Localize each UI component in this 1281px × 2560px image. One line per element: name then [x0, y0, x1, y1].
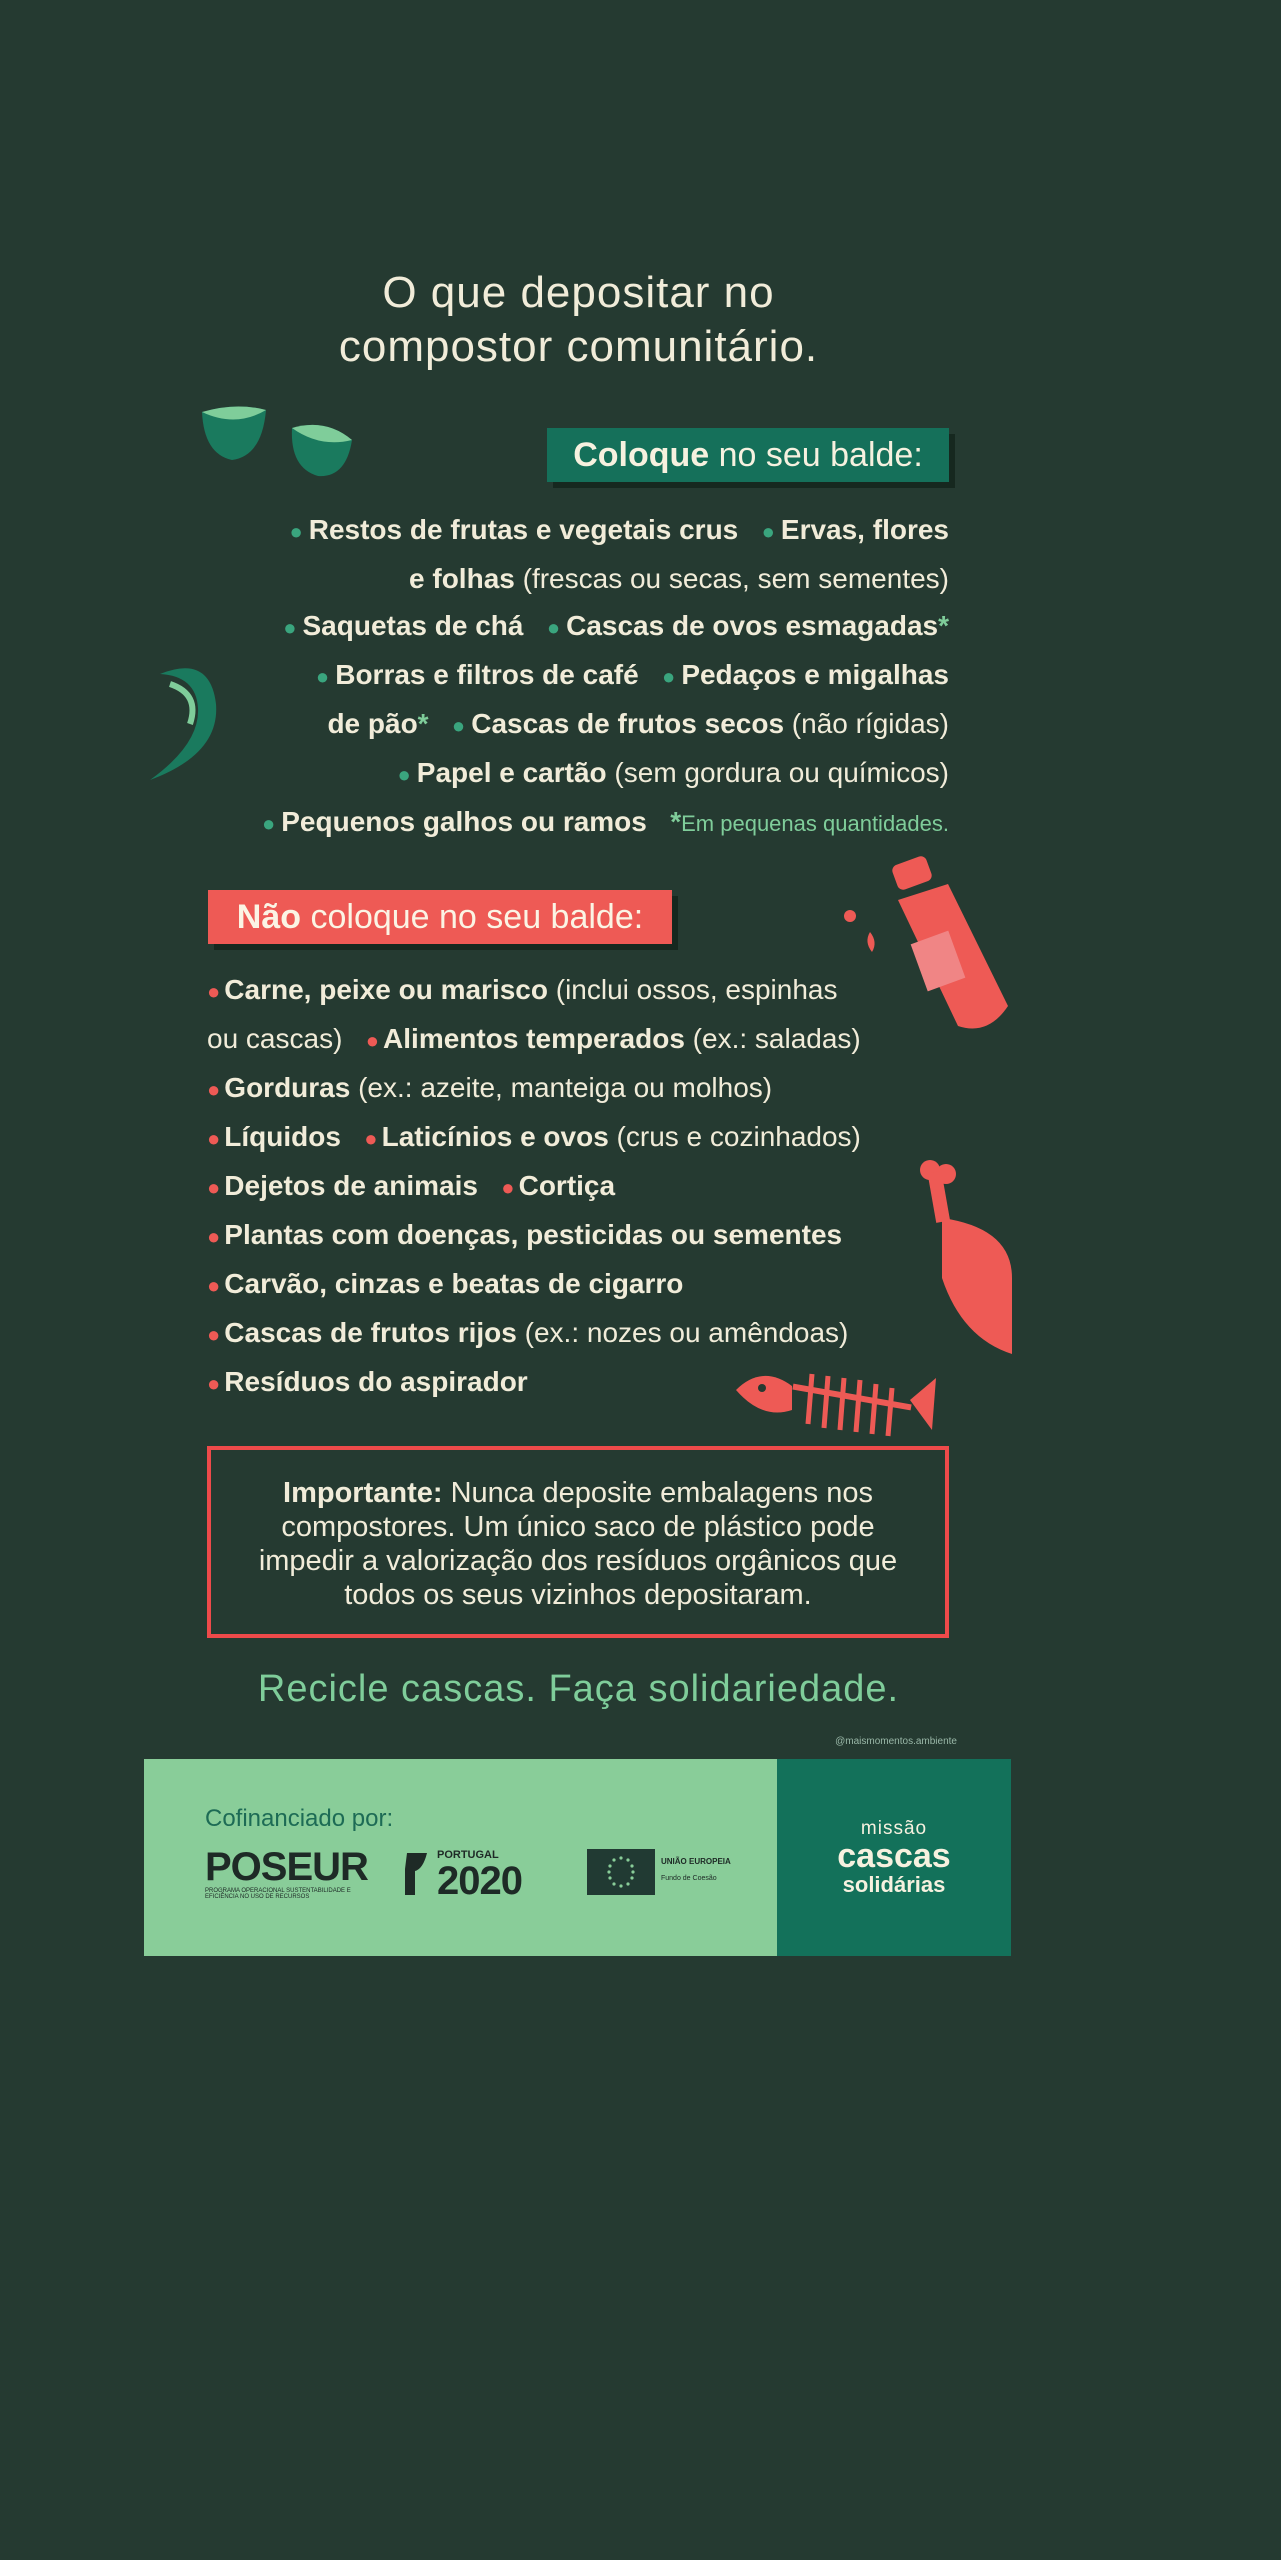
- allowed-list: [200, 506, 949, 847]
- list-item: ● Cascas de frutos rijos (ex.: nozes ou amêndoas): [207, 1317, 849, 1348]
- slogan: Recicle cascas. Faça solidariedade.: [257, 1668, 900, 1710]
- footnote: Em pequenas quantidades.: [681, 811, 949, 836]
- list-item: ● Líquidos ● Laticínios e ovos (crus e cozinhados): [207, 1121, 861, 1152]
- portugal-2020-logo: PORTUGAL 2020: [401, 1845, 561, 1905]
- bullet-icon: ●: [315, 664, 330, 689]
- poseur-logo: POSEUR PROGRAMA OPERACIONAL SUSTENTABILIDADE E EFICIÊNCIA NO USO DE RECURSOS: [205, 1845, 368, 1900]
- dont-place-header-bold: Não: [236, 898, 302, 936]
- important-text: Nunca deposite embalagens nos compostores. Um único saco de plástico pode impedir a valorização dos resíduos orgânicos que todos os seus vizinhos depositaram.: [258, 1477, 898, 1611]
- eu-logo: UNIÃO EUROPEIA Fundo de Coesão: [587, 1849, 747, 1897]
- list-item: ● Dejetos de animais ● Cortiça: [207, 1170, 616, 1201]
- bullet-icon: ●: [289, 519, 303, 544]
- bullet-icon: ●: [451, 713, 466, 738]
- title-line-1: O que depositar no: [382, 268, 775, 317]
- list-item: ● Saquetas de chá ● Cascas de ovos esmagadas*: [283, 610, 949, 641]
- portugal-2020-mark-icon: [401, 1851, 433, 1897]
- eu-flag-icon: [587, 1849, 655, 1895]
- dont-place-header-rest: coloque no seu balde:: [301, 898, 644, 936]
- list-item: ● Plantas com doenças, pesticidas ou sementes: [207, 1219, 843, 1250]
- bullet-icon: ●: [365, 1028, 380, 1053]
- list-item: ● Borras e filtros de café ● Pedaços e migalhas: [315, 659, 949, 690]
- list-item: ● Resíduos do aspirador: [207, 1366, 528, 1397]
- bullet-icon: ●: [364, 1126, 378, 1151]
- bullet-icon: ●: [207, 1273, 221, 1298]
- list-item: ● Carvão, cinzas e beatas de cigarro: [207, 1268, 684, 1299]
- list-item: e folhas (frescas ou secas, sem sementes): [409, 563, 949, 594]
- sponsor-bar: [144, 1759, 777, 1956]
- bullet-icon: ●: [207, 1371, 221, 1396]
- dont-place-header: [208, 890, 672, 944]
- bullet-icon: ●: [207, 1077, 221, 1102]
- place-header-bold: Coloque: [573, 436, 710, 474]
- bullet-icon: ●: [283, 615, 297, 640]
- bullet-icon: ●: [261, 811, 276, 836]
- bullet-icon: ●: [546, 615, 561, 640]
- list-item: ● Restos de frutas e vegetais crus ● Ervas, flores: [289, 514, 949, 545]
- title-line-2: compostor comunitário.: [338, 322, 819, 371]
- social-handle: @maismomentos.ambiente: [835, 1736, 957, 1747]
- bullet-icon: ●: [207, 1126, 221, 1151]
- important-notice: [207, 1446, 949, 1638]
- bullet-icon: ●: [207, 979, 221, 1004]
- bullet-icon: ●: [207, 1224, 221, 1249]
- cofinanced-label: Cofinanciado por:: [205, 1805, 394, 1832]
- list-item: ● Carne, peixe ou marisco (inclui ossos, espinhas: [207, 974, 838, 1005]
- bullet-icon: ●: [662, 664, 676, 689]
- bullet-icon: ●: [501, 1175, 515, 1200]
- place-header: [547, 428, 949, 482]
- list-item: ou cascas) ● Alimentos temperados (ex.: saladas): [207, 1023, 861, 1054]
- place-header-rest: no seu balde:: [709, 436, 923, 474]
- forbidden-list: [207, 966, 937, 1407]
- list-item: ● Gorduras (ex.: azeite, manteiga ou molhos): [207, 1072, 773, 1103]
- list-item: ● Papel e cartão (sem gordura ou químicos): [397, 757, 949, 788]
- bullet-icon: ●: [207, 1175, 221, 1200]
- page-title: [0, 266, 1157, 374]
- bullet-icon: ●: [207, 1322, 221, 1347]
- eggshell-icon: [196, 398, 366, 488]
- list-item: de pão* ● Cascas de frutos secos (não rígidas): [327, 708, 949, 739]
- bullet-icon: ●: [397, 762, 411, 787]
- missao-cascas-logo: missão cascas solidárias: [777, 1759, 1011, 1956]
- important-label: Importante:: [283, 1477, 443, 1509]
- list-item: ● Pequenos galhos ou ramos *Em pequenas quantidades.: [261, 806, 949, 837]
- bullet-icon: ●: [761, 519, 775, 544]
